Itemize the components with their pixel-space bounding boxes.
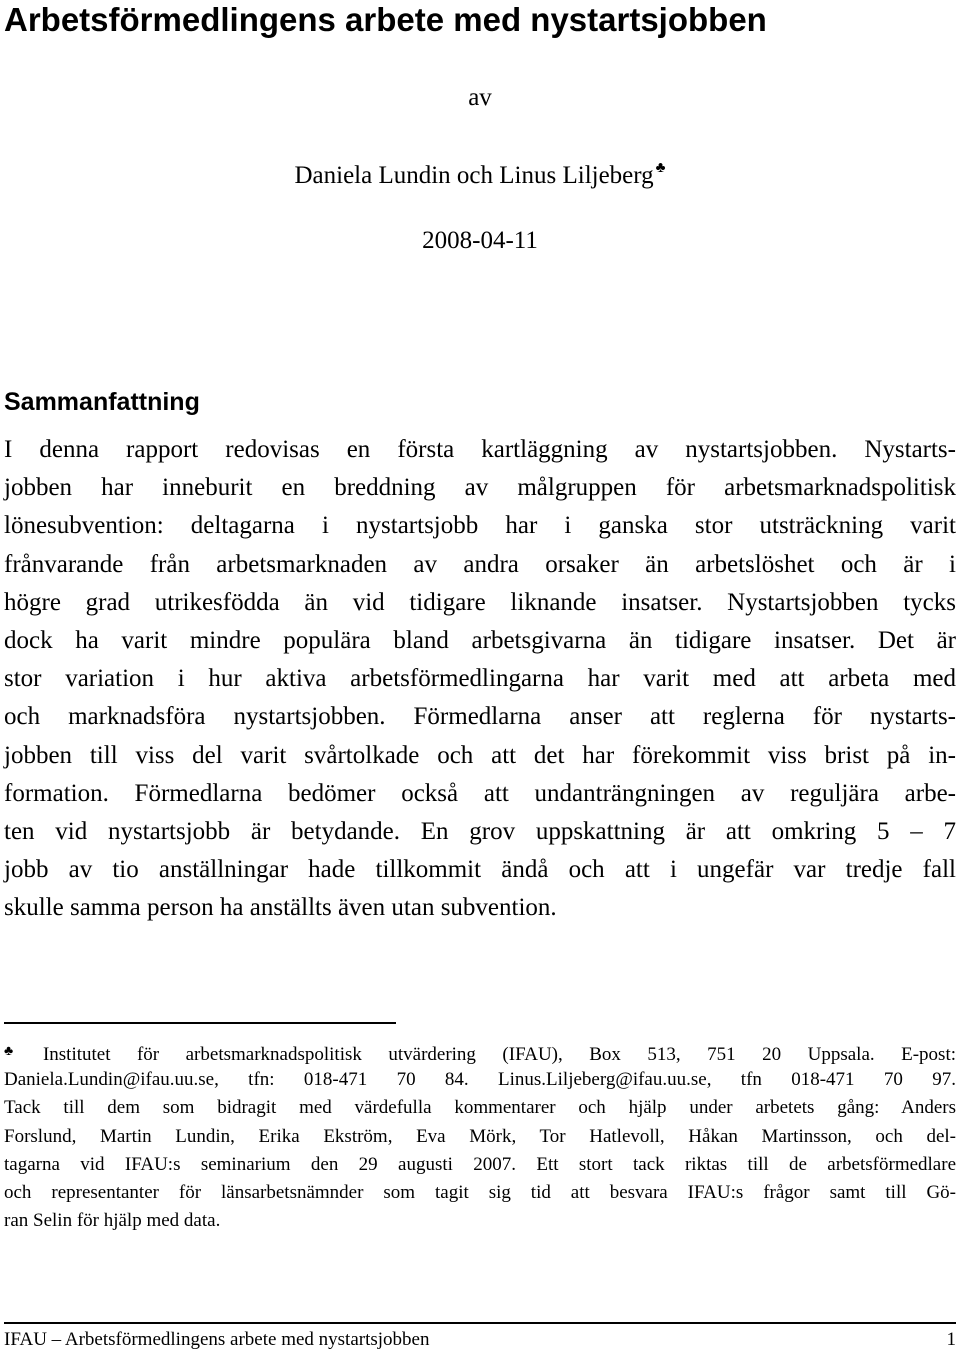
publication-date: 2008-04-11 bbox=[422, 227, 538, 254]
summary-line: lönesubvention: deltagarna i nystartsjobb har i ganska stor utsträckning varit bbox=[4, 512, 956, 540]
summary-line: skulle samma person ha anställts även utan subvention. bbox=[4, 894, 557, 922]
summary-line: stor variation i hur aktiva arbetsförmedlingarna har varit med att arbeta med bbox=[4, 665, 956, 693]
summary-line: jobben har inneburit en breddning av målgruppen för arbetsmarknadspolitisk bbox=[4, 474, 956, 502]
summary-line: I denna rapport redovisas en första kartläggning av nystartsjobben. Nystarts- bbox=[4, 436, 956, 463]
footnote bbox=[4, 1038, 956, 1235]
summary-line: högre grad utrikesfödda än vid tidigare liknande insatser. Nystartsjobben tycks bbox=[4, 588, 956, 616]
page-number: 1 bbox=[946, 1329, 956, 1350]
club-footnote-marker[interactable]: ♣ bbox=[655, 160, 666, 176]
summary-line: frånvarande från arbetsmarknaden av andra orsaker än arbetslöshet och är i bbox=[4, 550, 956, 578]
running-title: IFAU – Arbetsförmedlingens arbete med nystartsjobben bbox=[4, 1329, 430, 1350]
club-footnote-symbol: ♣ bbox=[4, 1044, 35, 1059]
authors: Daniela Lundin och Linus Liljeberg bbox=[294, 162, 654, 189]
footnote-line: ran Selin för hjälp med data. bbox=[4, 1210, 221, 1232]
summary-heading: Sammanfattning bbox=[4, 388, 200, 416]
byline: av bbox=[468, 84, 492, 111]
summary-line: dock ha varit mindre populära bland arbetsgivarna än tidigare insatser. Det är bbox=[4, 626, 956, 654]
footnote-line: Daniela.Lundin@ifau.uu.se, tfn: 018-471 70 84. Linus.Liljeberg@ifau.uu.se, tfn 018-471 70 97. bbox=[4, 1069, 956, 1091]
footnote-line: Tack till dem som bidragit med värdefulla kommentarer och hjälp under arbetets gång: Anders bbox=[4, 1097, 956, 1119]
footnote-line: tagarna vid IFAU:s seminarium den 29 augusti 2007. Ett stort tack riktas till de arbetsförmedlare bbox=[4, 1153, 956, 1175]
summary-line: formation. Förmedlarna bedömer också att undanträngningen av reguljära arbe- bbox=[4, 779, 956, 807]
footnote-line-text: Institutet för arbetsmarknadspolitisk utvärdering (IFAU), Box 513, 751 20 Uppsala. E-post: bbox=[42, 1044, 957, 1065]
summary-line: ten vid nystartsjobb är betydande. En grov uppskattning är att omkring 5 – 7 bbox=[4, 817, 956, 845]
footnote-separator bbox=[4, 1022, 396, 1024]
footnote-line bbox=[4, 1038, 956, 1066]
authors-line bbox=[0, 153, 960, 191]
summary-paragraph bbox=[4, 431, 956, 927]
footnote-line: och representanter för länsarbetsnämnder som tagit sig tid att besvara IFAU:s frågor samt till Gö- bbox=[4, 1181, 956, 1203]
summary-line: och marknadsföra nystartsjobben. Förmedlarna anser att reglerna för nystarts- bbox=[4, 703, 956, 731]
page-footer bbox=[4, 1322, 956, 1352]
document-title: Arbetsförmedlingens arbete med nystartsjobben bbox=[4, 1, 767, 38]
footnote-line: Forslund, Martin Lundin, Erika Ekström, Eva Mörk, Tor Hatlevoll, Håkan Martinsson, och del- bbox=[4, 1125, 956, 1147]
summary-line: jobben till viss del varit svårtolkade och att det har förekommit viss brist på in- bbox=[4, 741, 956, 769]
summary-line: jobb av tio anställningar hade tillkommit ändå och att i ungefär var tredje fall bbox=[4, 856, 956, 884]
